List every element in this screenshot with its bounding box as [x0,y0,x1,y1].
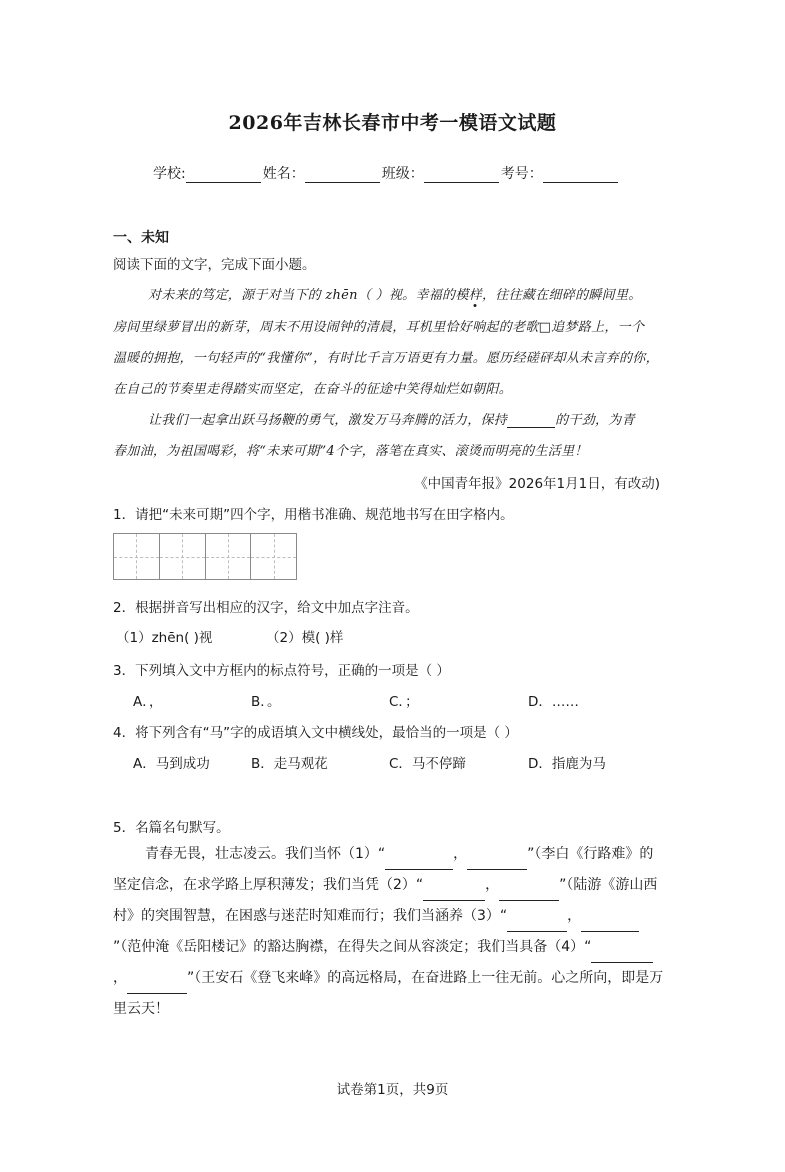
passage-source: 《中国青年报》2026年1月1日，有改动) [414,476,660,492]
q3-option-d[interactable]: D．…… [528,694,579,710]
fill-blank[interactable] [507,918,567,932]
name-blank [305,168,380,183]
fill-blank[interactable] [423,887,485,901]
q5-text: ”（范仲淹《岳阳楼记》的豁达胸襟，在得失之间从容淡定；我们当具备（4）“ [113,939,592,955]
q5-text: ”（王安石《登飞来峰》的高远格局，在奋进路上一往无前。心之所向，即是万里云天！ [113,970,664,1017]
passage-line-5 [148,409,635,428]
grid-cell[interactable] [206,534,252,579]
grid-cell[interactable] [114,534,160,579]
question-1: 1．请把“未来可期”四个字，用楷书准确、规范地书写在田字格内。 [113,507,514,523]
q5-text: ， [453,846,468,862]
school-blank [186,168,261,183]
number-label: 考号： [500,166,543,182]
q4-option-a[interactable]: A．马到成功 [133,756,210,772]
instruction: 阅读下面的文字，完成下面小题。 [113,257,316,273]
fill-blank[interactable] [591,949,653,963]
section-heading: 一、未知 [113,230,169,246]
question-3: 3．下列填入文中方框内的标点符号，正确的一项是（ ） [113,663,450,679]
q4-option-b[interactable]: B．走马观花 [251,756,328,772]
q3-option-c[interactable]: C．； [389,694,419,710]
dotted-char: 样 [468,288,482,303]
student-info-line [153,163,620,183]
passage-line-1 [148,284,642,303]
q4-option-d[interactable]: D．指鹿为马 [528,756,606,772]
fill-blank[interactable] [581,918,639,932]
question-2: 2．根据拼音写出相应的汉字，给文中加点字注音。 [113,600,419,616]
page-footer: 试卷第1页，共9页 [336,1082,449,1098]
fill-blank[interactable] [467,856,527,870]
number-blank [543,168,618,183]
fill-blank[interactable] [385,856,453,870]
passage-text: ，往往藏在细碎的瞬间里。 [481,288,642,303]
q5-passage [113,839,665,1025]
q5-text: ， [567,908,582,924]
passage-text: 的干劲，为青 [555,413,635,428]
class-blank [424,168,499,183]
page-title: 2026年吉林长春市中考一模语文试题 [228,112,557,134]
grid-cell[interactable] [251,534,296,579]
q5-text: 青春无畏，壮志凌云。我们当怀（1）“ [145,846,386,862]
passage-line-2: 房间里绿萝冒出的新芽，周末不用设闹钟的清晨，耳机里恰好响起的老歌□追梦路上，一个 [113,320,645,335]
q2-item-2-post: ( )样 [315,630,344,646]
passage-line-4: 在自己的节奏里走得踏实而坚定，在奋斗的征途中笑得灿烂如朝阳。 [113,382,513,397]
question-5: 5．名篇名句默写。 [113,820,230,836]
q3-option-b[interactable]: B．。 [251,694,281,710]
passage-text: 对未来的笃定，源于对当下的 zhēn（ ）视。幸福的模 [148,288,469,303]
q5-text: ， [485,877,500,893]
tianzige-grid[interactable] [113,533,297,580]
passage-line-3: 温暖的拥抱，一句轻声的“我懂你”，有时比千言万语更有力量。愿历经磋砰却从未言弃的你， [113,351,659,366]
fill-blank[interactable] [499,887,559,901]
q2-item-1: （1）zhēn( )视 [116,630,213,646]
q5-text: ， [113,970,127,986]
fill-blank[interactable] [127,980,187,994]
class-label: 班级： [381,166,424,182]
q2-item-2 [266,626,343,646]
idiom-blank [507,414,555,428]
name-label: 姓名： [262,166,305,182]
passage-text: 让我们一起拿出跃马扬鞭的勇气，激发万马奔腾的活力，保持 [148,413,508,428]
question-4: 4．将下列含有“马”字的成语填入文中横线处，最恰当的一项是（ ） [113,725,518,741]
q4-option-c[interactable]: C．马不停蹄 [389,756,466,772]
grid-cell[interactable] [160,534,206,579]
school-label: 学校: [153,166,186,182]
q5-text: ”（李白《行路难》的坚定信念，在求学路上厚积薄发；我们当凭（2）“ [113,846,654,893]
q2-item-2-pre: （2）模 [266,630,316,646]
q3-option-a[interactable]: A．， [133,694,163,710]
passage-line-6: 春加油，为祖国喝彩，将“未来可期”4个字，落笔在真实、滚烫而明亮的生活里！ [113,444,588,459]
q5-text: ”（陆游《游山西村》的突围智慧，在困惑与迷茫时知难而行；我们当涵养（3）“ [113,877,658,924]
